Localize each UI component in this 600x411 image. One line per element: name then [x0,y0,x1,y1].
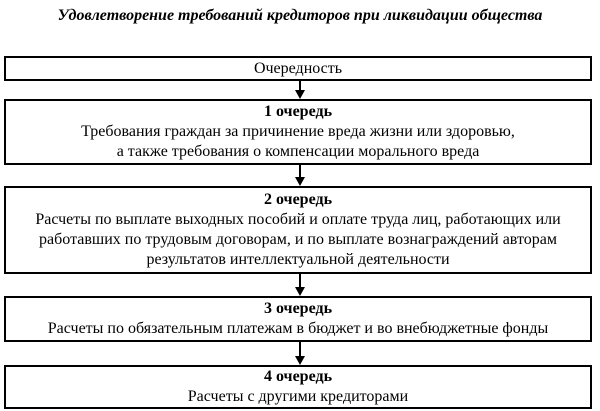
arrowhead-stage-2-to-stage-3 [295,287,305,296]
stage-2-heading: 2 очередь [263,191,333,208]
diagram-title: Удовлетворение требований кредиторов при ликвидации общества [57,7,543,24]
stage-2-text-line-2: работавших по трудовым договорам, и по выплате вознаграждений авторам [39,231,557,248]
stage-2-text-line-1: Расчеты по выплате выходных пособий и оплате труда лиц, работающих или [35,211,561,228]
priority-header-label: Очередность [253,59,343,77]
stage-1-text-line-2: а также требования о компенсации морального вреда [116,143,480,160]
stage-4-text-line-1: Расчеты с другими кредиторами [187,388,409,405]
stage-3-box [4,296,592,342]
stage-1-heading: 1 очередь [263,103,333,120]
stage-4-heading: 4 очередь [263,368,333,385]
stage-1-text-line-1: Требования граждан за причинение вреда жизни или здоровью, [81,123,515,140]
stage-3-text-line-1: Расчеты по обязательным платежам в бюджет и во внебюджетные фонды [47,320,549,337]
stage-4-box [4,365,592,409]
arrowhead-header-to-stage-1 [295,90,305,99]
priority-header-box [4,56,592,81]
stage-2-box [4,186,592,274]
arrowhead-stage-3-to-stage-4 [295,356,305,365]
arrowhead-stage-1-to-stage-2 [295,177,305,186]
stage-3-heading: 3 очередь [263,300,333,317]
stage-2-text-line-3: результатов интеллектуальной деятельности [146,251,450,268]
stage-1-box [4,99,592,165]
